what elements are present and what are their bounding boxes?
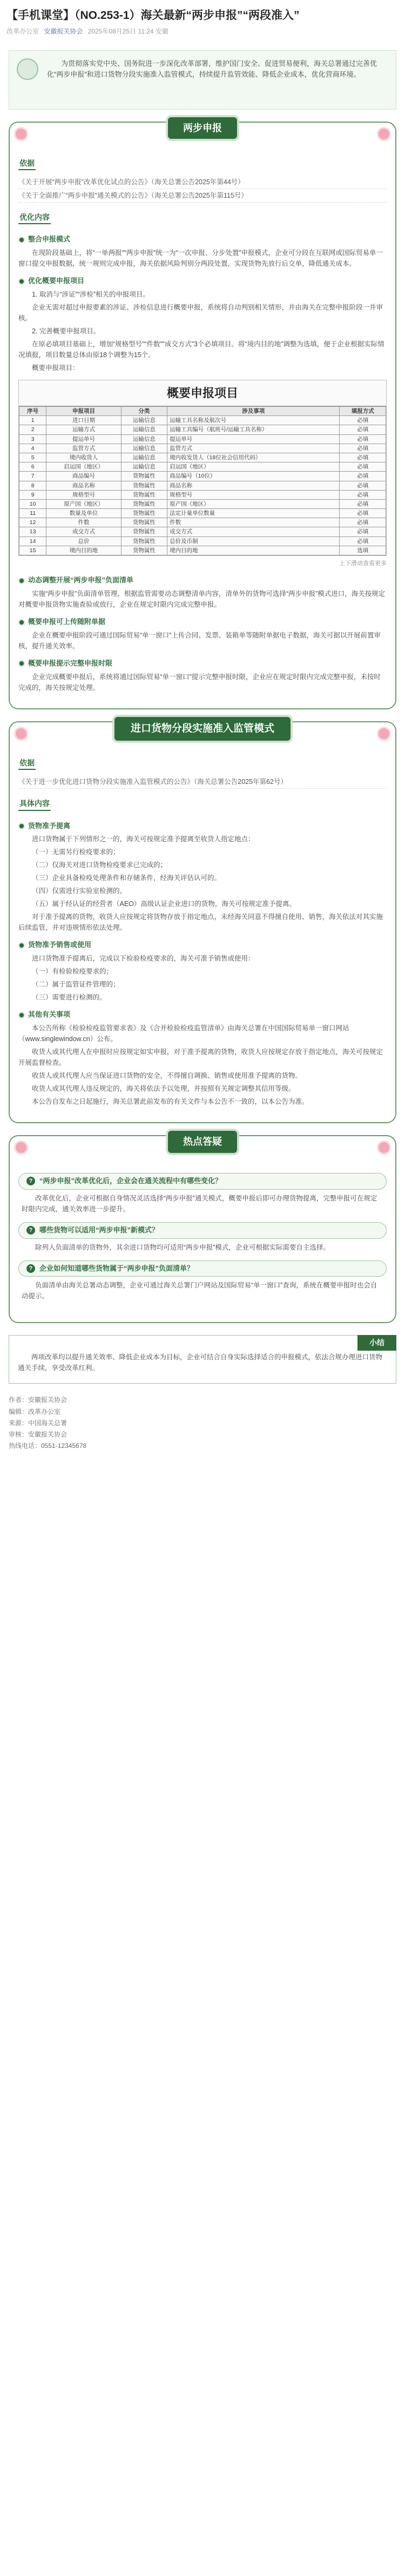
- section-faq: [9, 1135, 396, 1323]
- table-row: [19, 434, 386, 444]
- bullet-title-text: 优化概要申报项目: [28, 277, 85, 285]
- flower-icon: [14, 727, 28, 741]
- table-header-cell: 序号: [19, 407, 46, 416]
- table-cell: 8: [19, 481, 46, 490]
- body-text: 进口货物准予提离后，完成以下检验检疫要求的，海关可准予销售或使用：: [32, 955, 255, 963]
- table-cell: 必填: [340, 490, 386, 499]
- table-cell: 运输信息: [121, 425, 167, 434]
- table-cell: 运输信息: [121, 453, 167, 462]
- bullet-title-text: 货物准予销售或使用: [28, 941, 92, 949]
- bullet-title-text: 概要申报提示完整申报时限: [28, 659, 113, 668]
- article-meta: [6, 26, 399, 37]
- table-cell: 必填: [340, 499, 386, 508]
- meta-location: 安徽: [155, 28, 168, 36]
- intro-text: 为贯彻落实党中央、国务院进一步深化改革部署，维护国门安全、促进贸易便利，海关总署通过完善优化“两步申报”和进口货物分段实施准入监管模式，持续提升监管效能、降低企业成本，优化营商环境。: [47, 59, 377, 79]
- table-header-cell: 填报方式: [340, 407, 386, 416]
- body-text: 进口货物属于下列情形之一的，海关可按规定准予提离至收货人指定地点：: [32, 835, 255, 843]
- bullet-title: [18, 940, 387, 951]
- section-segmented-access: [9, 721, 396, 1123]
- bullet-title: [18, 616, 387, 628]
- question-icon: ?: [26, 1177, 35, 1185]
- body-text: （一）有检验检疫要求的；: [32, 968, 113, 976]
- table-row: [19, 462, 386, 472]
- table-cell: 必填: [340, 509, 386, 518]
- table-cell: 运输工具编号（航班号/运输工具名称）: [167, 425, 340, 434]
- question-icon: ?: [26, 1226, 35, 1235]
- table-cell: 成交方式: [167, 527, 340, 536]
- summary-box: [9, 1335, 396, 1384]
- table-cell: 必填: [340, 434, 386, 444]
- intro-box: [9, 50, 396, 110]
- table-cell: 货物属性: [121, 518, 167, 527]
- footer-line: 作者：安徽报关协会: [9, 1396, 68, 1404]
- body-text: 企业完成概要申报后，系统将通过国际贸易“单一窗口”提示完整申报时限，企业应在规定时限内完成完整申报，未按时完成的，海关按规定处理。: [18, 673, 381, 692]
- table-row: [19, 444, 386, 453]
- body-text: （五）属于经认证的经营者（AEO）高级认证企业进口的货物，海关可按规定准予提离。: [32, 900, 296, 908]
- article-footer: [9, 1394, 396, 1452]
- table-cell: 14: [19, 536, 46, 546]
- article-title: 【手机课堂】（NO.253-1）海关最新“两步申报”“两段准入”: [6, 9, 300, 22]
- body-text: 概要申报项目：: [32, 364, 79, 372]
- table-row: [19, 546, 386, 555]
- doc-item: 《关于全面推广“两步申报”通关模式的公告》（海关总署公告2025年第115号）: [18, 189, 387, 203]
- table-cell: 必填: [340, 444, 386, 453]
- table-cell: 原产国（地区）: [167, 499, 340, 508]
- flower-icon: [377, 1141, 391, 1155]
- basis-heading: 依据: [18, 157, 36, 170]
- table-cell: 必填: [340, 425, 386, 434]
- table-cell: 监管方式: [46, 444, 121, 453]
- bullet-icon: [18, 578, 25, 584]
- bullet-title-text: 货物准予提离: [28, 821, 71, 830]
- table-cell: 15: [19, 546, 46, 555]
- article-header: [0, 0, 405, 43]
- body-text: （二）属于监管证件管理的；: [32, 981, 120, 989]
- table-cell: 启运国（地区）: [46, 462, 121, 472]
- table-cell: 货物属性: [121, 481, 167, 490]
- summary-tag: 小结: [357, 1335, 396, 1350]
- qa-question-text: 哪些货物可以适用“两步申报”新模式？: [39, 1225, 159, 1234]
- qa-answer: 负面清单由海关总署动态调整，企业可通过海关总署门户网站及国际贸易“单一窗口”查询，系统在概要申报时也会自动提示。: [22, 1282, 377, 1300]
- table-cell: 商品名称: [46, 481, 121, 490]
- question-icon: ?: [26, 1264, 35, 1273]
- bullet-title: [18, 575, 387, 586]
- doc-item: 《关于开展“两步申报”改革优化试点的公告》（海关总署公告2025年第44号）: [18, 176, 387, 189]
- section-header: 热点答疑: [168, 1131, 237, 1153]
- table-cell: 件数: [167, 518, 340, 527]
- table-cell: 境内收货人: [46, 453, 121, 462]
- table-cell: 法定计量单位数量: [167, 509, 340, 518]
- section-header: 进口货物分段实施准入监管模式: [114, 717, 291, 741]
- qa-question-text: “两步申报”改革优化后，企业会在通关流程中有哪些变化？: [39, 1177, 222, 1185]
- body-text: （三）企业具备检疫处理条件和存储条件，经海关评估认可的。: [32, 874, 221, 882]
- table-row: [19, 490, 386, 499]
- section-header: 两步申报: [168, 117, 237, 139]
- table-title: 概要申报项目: [19, 380, 386, 406]
- table-header-cell: 涉及事项: [167, 407, 340, 416]
- table-cell: 原产国（地区）: [46, 499, 121, 508]
- table-cell: 选填: [340, 546, 386, 555]
- table-cell: 监管方式: [167, 444, 340, 453]
- table-cell: 货物属性: [121, 509, 167, 518]
- bullet-icon: [18, 942, 25, 949]
- doc-list: [18, 176, 387, 203]
- body-text: 收货人或其代理人应当保证进口货物的安全，不得擅自调换、销售或使用准予提离的货物。: [32, 1072, 302, 1080]
- qa-question: [18, 1222, 387, 1239]
- bullet-title-text: 概要申报可上传随附单据: [28, 618, 106, 626]
- table-cell: 货物属性: [121, 490, 167, 499]
- table-row: [19, 416, 386, 425]
- table-cell: 必填: [340, 416, 386, 425]
- qa-item: [18, 1260, 387, 1302]
- table-cell: 货物属性: [121, 499, 167, 508]
- qa-item: [18, 1173, 387, 1215]
- table-cell: 6: [19, 462, 46, 472]
- table-cell: 运输信息: [121, 462, 167, 472]
- qa-item: [18, 1222, 387, 1253]
- table-cell: 必填: [340, 472, 386, 481]
- table-cell: 货物属性: [121, 536, 167, 546]
- table-row: [19, 453, 386, 462]
- flower-icon: [14, 127, 28, 141]
- summary-table: [19, 406, 386, 555]
- table-cell: 10: [19, 499, 46, 508]
- flower-icon: [377, 727, 391, 741]
- bullet-title-text: 动态调整开展“两步申报”负面清单: [28, 576, 134, 585]
- table-cell: 提运单号: [167, 434, 340, 444]
- table-row: [19, 472, 386, 481]
- table-cell: 商品编号（10位）: [167, 472, 340, 481]
- table-cell: 9: [19, 490, 46, 499]
- bullet-icon: [18, 237, 25, 243]
- body-text: 对于准予提离的货物，收货人应按规定将货物存放于指定地点，未经海关同意不得擅自使用、销售，海关依法对其实施后续监管，并对违规情形依法处理。: [18, 913, 383, 932]
- footer-line: 热线电话：0551-12345678: [9, 1442, 87, 1450]
- table-row: [19, 499, 386, 508]
- body-text: 企业无需对超过申报要素的涉证、涉检信息进行概要申报，系统将自动判别相关情形，并由海关在完整申报阶段一并审核。: [18, 303, 383, 322]
- section-two-step-declaration: [9, 122, 396, 709]
- leaf-icon: [17, 58, 38, 80]
- body-text: 收货人或其代理人在申报时应按规定如实申报，对于准予提离的货物，收货人应按规定存放于指定地点，海关可按规定开展监督检查。: [18, 1048, 383, 1067]
- body-text: （二）仅海关对进口货物检疫要求已完成的；: [32, 861, 167, 869]
- table-cell: 境内目的地: [167, 546, 340, 555]
- meta-source-link[interactable]: 安徽报关协会: [44, 28, 83, 36]
- body-text: 本公告自发布之日起施行，海关总署此前发布的有关文件与本公告不一致的，以本公告为准。: [32, 1098, 309, 1106]
- table-cell: 总价及币制: [167, 536, 340, 546]
- table-row: [19, 536, 386, 546]
- bullet-title-text: 整合申报模式: [28, 235, 71, 244]
- table-cell: 必填: [340, 481, 386, 490]
- table-cell: 必填: [340, 462, 386, 472]
- table-cell: 商品名称: [167, 481, 340, 490]
- body-text: 在原必填项目基础上，增加“规格型号”“件数”“成交方式”3个必填项目。将“境内目的地”调整为选填，便于企业根据实际情况填报，项目数量总体由原18个调整为15个。: [18, 340, 384, 359]
- table-cell: 规格型号: [46, 490, 121, 499]
- footer-line: 编辑：改革办公室: [9, 1407, 61, 1416]
- doc-list: [18, 775, 387, 789]
- bullet-icon: [18, 660, 25, 667]
- table-cell: 1: [19, 416, 46, 425]
- flower-icon: [14, 1141, 28, 1155]
- bullet-title: [18, 234, 387, 245]
- doc-item: 《关于进一步优化进口货物分段实施准入监管模式的公告》（海关总署公告2025年第62号）: [18, 775, 387, 789]
- body-text: 2. 完善概要申报项目。: [32, 327, 100, 335]
- table-cell: 成交方式: [46, 527, 121, 536]
- qa-answer: 改革优化后，企业可根据自身情况灵活选择“两步申报”通关模式，概要申报后即可办理货物提离，完整申报可在规定时限内完成，通关效率进一步提升。: [22, 1194, 377, 1213]
- qa-question-text: 企业如何知道哪些货物属于“两步申报”负面清单？: [39, 1264, 194, 1272]
- body-text: 本公告所称《检验检疫监管要求表》及《合并检验检疫监管清单》由海关总署在中国国际贸易单一窗口网站（www.singlewindow.cn）公布。: [18, 1024, 349, 1043]
- table-cell: 货物属性: [121, 472, 167, 481]
- table-header-cell: 申报项目: [46, 407, 121, 416]
- meta-date: 2025年08月25日 11:24: [87, 28, 154, 36]
- bullet-title-text: 其他有关事项: [28, 1010, 71, 1019]
- body-text: （三）需要进行检测的。: [32, 994, 106, 1002]
- table-cell: 总价: [46, 536, 121, 546]
- table-cell: 必填: [340, 536, 386, 546]
- flower-icon: [377, 127, 391, 141]
- table-header-cell: 分类: [121, 407, 167, 416]
- table-cell: 11: [19, 509, 46, 518]
- body-text: （四）仅需进行实验室检测的。: [32, 887, 127, 895]
- table-cell: 必填: [340, 518, 386, 527]
- bullet-icon: [18, 823, 25, 829]
- bullet-title: [18, 658, 387, 669]
- bullet-icon: [18, 619, 25, 626]
- table-row: [19, 518, 386, 527]
- body-text: 在现阶段基础上，将“一单两报”“两步申报”统一为“一次申报、分步处置”申报模式，企业可分段在互联网或国际贸易单一窗口提交申报数据，统一规则完成申报，海关依据风险判别分两段处置，实现货物先放行后交单，降低通关成本。: [18, 249, 383, 268]
- table-cell: 提运单号: [46, 434, 121, 444]
- basis-heading: 依据: [18, 757, 36, 770]
- bullet-icon: [18, 278, 25, 285]
- table-cell: 件数: [46, 518, 121, 527]
- table-cell: 7: [19, 472, 46, 481]
- summary-table-card[interactable]: [18, 380, 387, 556]
- qa-question: [18, 1260, 387, 1277]
- table-cell: 商品编号: [46, 472, 121, 481]
- table-cell: 必填: [340, 527, 386, 536]
- footer-line: 审核：安徽报关协会: [9, 1431, 68, 1438]
- table-cell: 货物属性: [121, 527, 167, 536]
- table-caption: 上下滑动查看更多: [339, 560, 387, 567]
- table-cell: 5: [19, 453, 46, 462]
- bullet-title: [18, 821, 387, 832]
- table-cell: 规格型号: [167, 490, 340, 499]
- body-text: 收货人或其代理人违反规定的，海关将依法予以处理，并按照有关规定调整其信用等级。: [32, 1085, 295, 1093]
- table-cell: 2: [19, 425, 46, 434]
- content-heading: 具体内容: [18, 797, 51, 810]
- table-cell: 数量及单位: [46, 509, 121, 518]
- footer-line: 来源：中国海关总署: [9, 1419, 68, 1427]
- bullet-title: [18, 276, 387, 287]
- table-row: [19, 527, 386, 536]
- table-cell: 运输方式: [46, 425, 121, 434]
- content-heading: 优化内容: [18, 211, 51, 224]
- table-row: [19, 509, 386, 518]
- body-text: 实施“两步申报”负面清单管理，根据监管需要动态调整清单内容，清单外的货物可选择“两步申报”模式进口，海关按规定对概要申报货物实施查验或放行，企业在规定时限内完成完整申报。: [18, 590, 386, 609]
- qa-answer: 除列入负面清单的货物外，其余进口货物均可适用“两步申报”模式，企业可根据实际需要自主选择。: [35, 1243, 330, 1251]
- qa-question: [18, 1173, 387, 1190]
- table-cell: 运输信息: [121, 416, 167, 425]
- table-cell: 境内收发货人（18位社会信用代码）: [167, 453, 340, 462]
- table-cell: 12: [19, 518, 46, 527]
- table-cell: 4: [19, 444, 46, 453]
- body-text: 企业在概要申报阶段可通过国际贸易“单一窗口”上传合同、发票、装箱单等随附单据电子数据，海关可据以开展前置审核，提升通关效率。: [18, 632, 381, 650]
- table-header-row: [19, 407, 386, 416]
- meta-author: 改革办公室: [6, 28, 39, 36]
- table-cell: 3: [19, 434, 46, 444]
- summary-text: 两项改革均以提升通关效率、降低企业成本为目标，企业可结合自身实际选择适合的申报模式，依法合规办理进口货物通关手续，享受改革红利。: [18, 1353, 383, 1372]
- table-cell: 境内目的地: [46, 546, 121, 555]
- body-text: （一）无需另行检疫要求的；: [32, 848, 120, 856]
- table-cell: 运输信息: [121, 434, 167, 444]
- table-cell: 运输工具名称及航次号: [167, 416, 340, 425]
- table-cell: 进口日期: [46, 416, 121, 425]
- table-body: [19, 416, 386, 555]
- table-cell: 启运国（地区）: [167, 462, 340, 472]
- table-cell: 必填: [340, 453, 386, 462]
- table-cell: 13: [19, 527, 46, 536]
- bullet-icon: [18, 1012, 25, 1018]
- body-text: 1. 取消与“涉证”“涉检”相关的申报项目。: [32, 290, 150, 298]
- table-row: [19, 425, 386, 434]
- table-cell: 运输信息: [121, 444, 167, 453]
- table-cell: 货物属性: [121, 546, 167, 555]
- bullet-title: [18, 1009, 387, 1021]
- table-row: [19, 481, 386, 490]
